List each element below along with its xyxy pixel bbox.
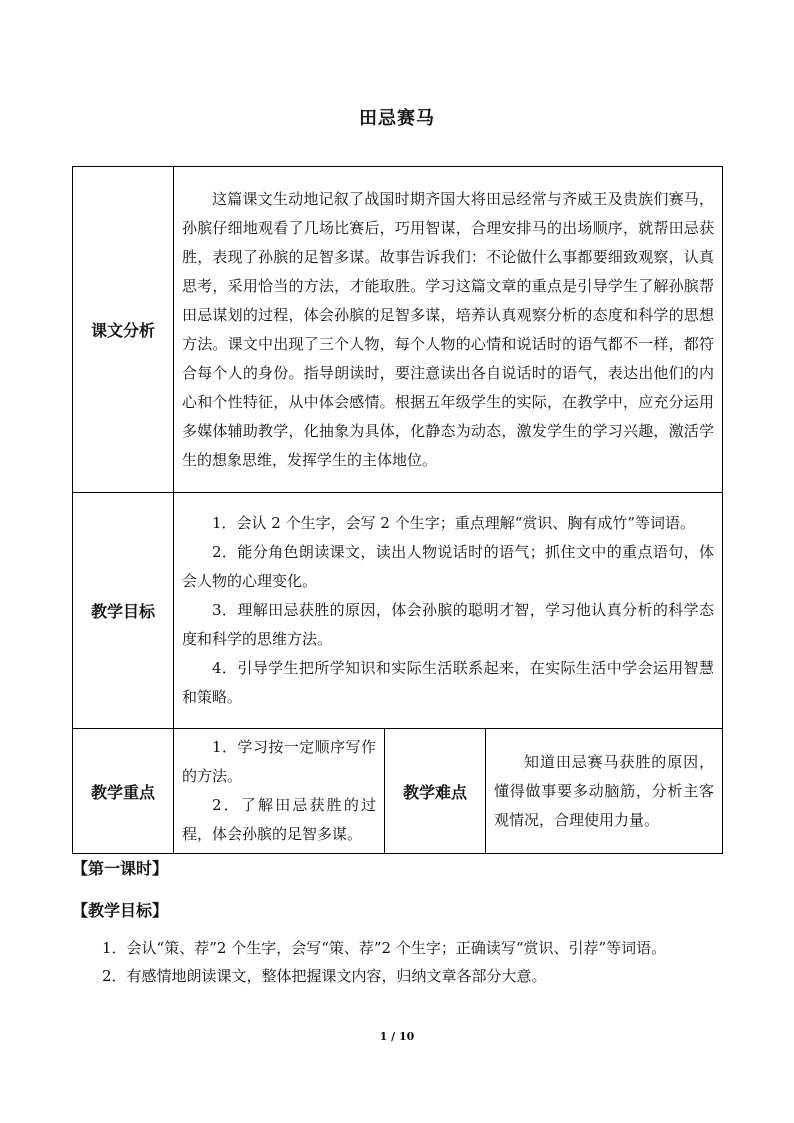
- key-points-row: [73, 729, 723, 854]
- difficulties-text: 知道田忌赛马获胜的原因，懂得做事要多动脑筋，分析主客观情况，合理使用力量。: [494, 752, 715, 829]
- analysis-label: 课文分析: [73, 167, 174, 493]
- goals-label: 教学目标: [73, 493, 174, 729]
- objective-item: 2．有感情地朗读课文，整体把握课文内容，归纳文章各部分大意。: [102, 967, 547, 985]
- difficulties-label: 教学难点: [385, 729, 486, 854]
- goal-item: 4．引导学生把所学知识和实际生活联系起来，在实际生活中学会运用智慧和策略。: [182, 659, 715, 706]
- key-points-cell: [174, 729, 385, 854]
- goals-row: [73, 493, 723, 729]
- analysis-row: [73, 167, 723, 493]
- lesson-plan-table: [72, 166, 723, 854]
- objectives-list: [72, 934, 722, 990]
- goals-cell: [174, 493, 723, 729]
- difficulties-cell: [486, 729, 723, 854]
- goal-item: 2．能分角色朗读课文，读出人物说话时的语气；抓住文中的重点语句，体会人物的心理变化。: [182, 543, 715, 590]
- goal-item: 3．理解田忌获胜的原因，体会孙膑的聪明才智，学习他认真分析的科学态度和科学的思维方法。: [182, 601, 715, 648]
- page-number: 1 / 10: [379, 1030, 415, 1043]
- analysis-text: 这篇课文生动地记叙了战国时期齐国大将田忌经常与齐威王及贵族们赛马，孙膑仔细地观看了几场比赛后，巧用智谋，合理安排马的出场顺序，就帮田忌获胜，表现了孙膑的足智多谋。故事告诉我们：不论做什么事都要细致观察，认真思考，采用恰当的方法，才能取胜。学习这篇文章的重点是引导学生了解孙膑帮田忌谋划的过程，体会孙膑的足智多谋，培养认真观察分析的态度和科学的思想方法。课文中出现了三个人物，每个人物的心情和说话时的语气都不一样，都符合每个人的身份。指导朗读时，要注意读出各自说话时的语气，表达出他们的内心和个性特征，从中体会感情。根据五年级学生的实际，在教学中，应充分运用多媒体辅助教学，化抽象为具体，化静态为动态，激发学生的学习兴趣，激活学生的想象思维，发挥学生的主体地位。: [182, 189, 715, 469]
- analysis-cell: [174, 167, 723, 493]
- key-point-item: 1．学习按一定顺序写作的方法。: [182, 738, 376, 785]
- document-title: 田忌赛马: [359, 108, 435, 129]
- goal-item: 1．会认 2 个生字，会写 2 个生字；重点理解“赏识、胸有成竹”等词语。: [212, 514, 696, 532]
- key-points-label: 教学重点: [73, 729, 174, 854]
- key-point-item: 2．了解田忌获胜的过程，体会孙膑的足智多谋。: [182, 796, 376, 843]
- objective-item: 1．会认“策、荐”2 个生字，会写“策、荐”2 个生字；正确读写“赏识、引荐”等词语。: [102, 939, 667, 957]
- objectives-heading: 【教学目标】: [72, 901, 169, 920]
- lesson-heading: 【第一课时】: [72, 859, 169, 878]
